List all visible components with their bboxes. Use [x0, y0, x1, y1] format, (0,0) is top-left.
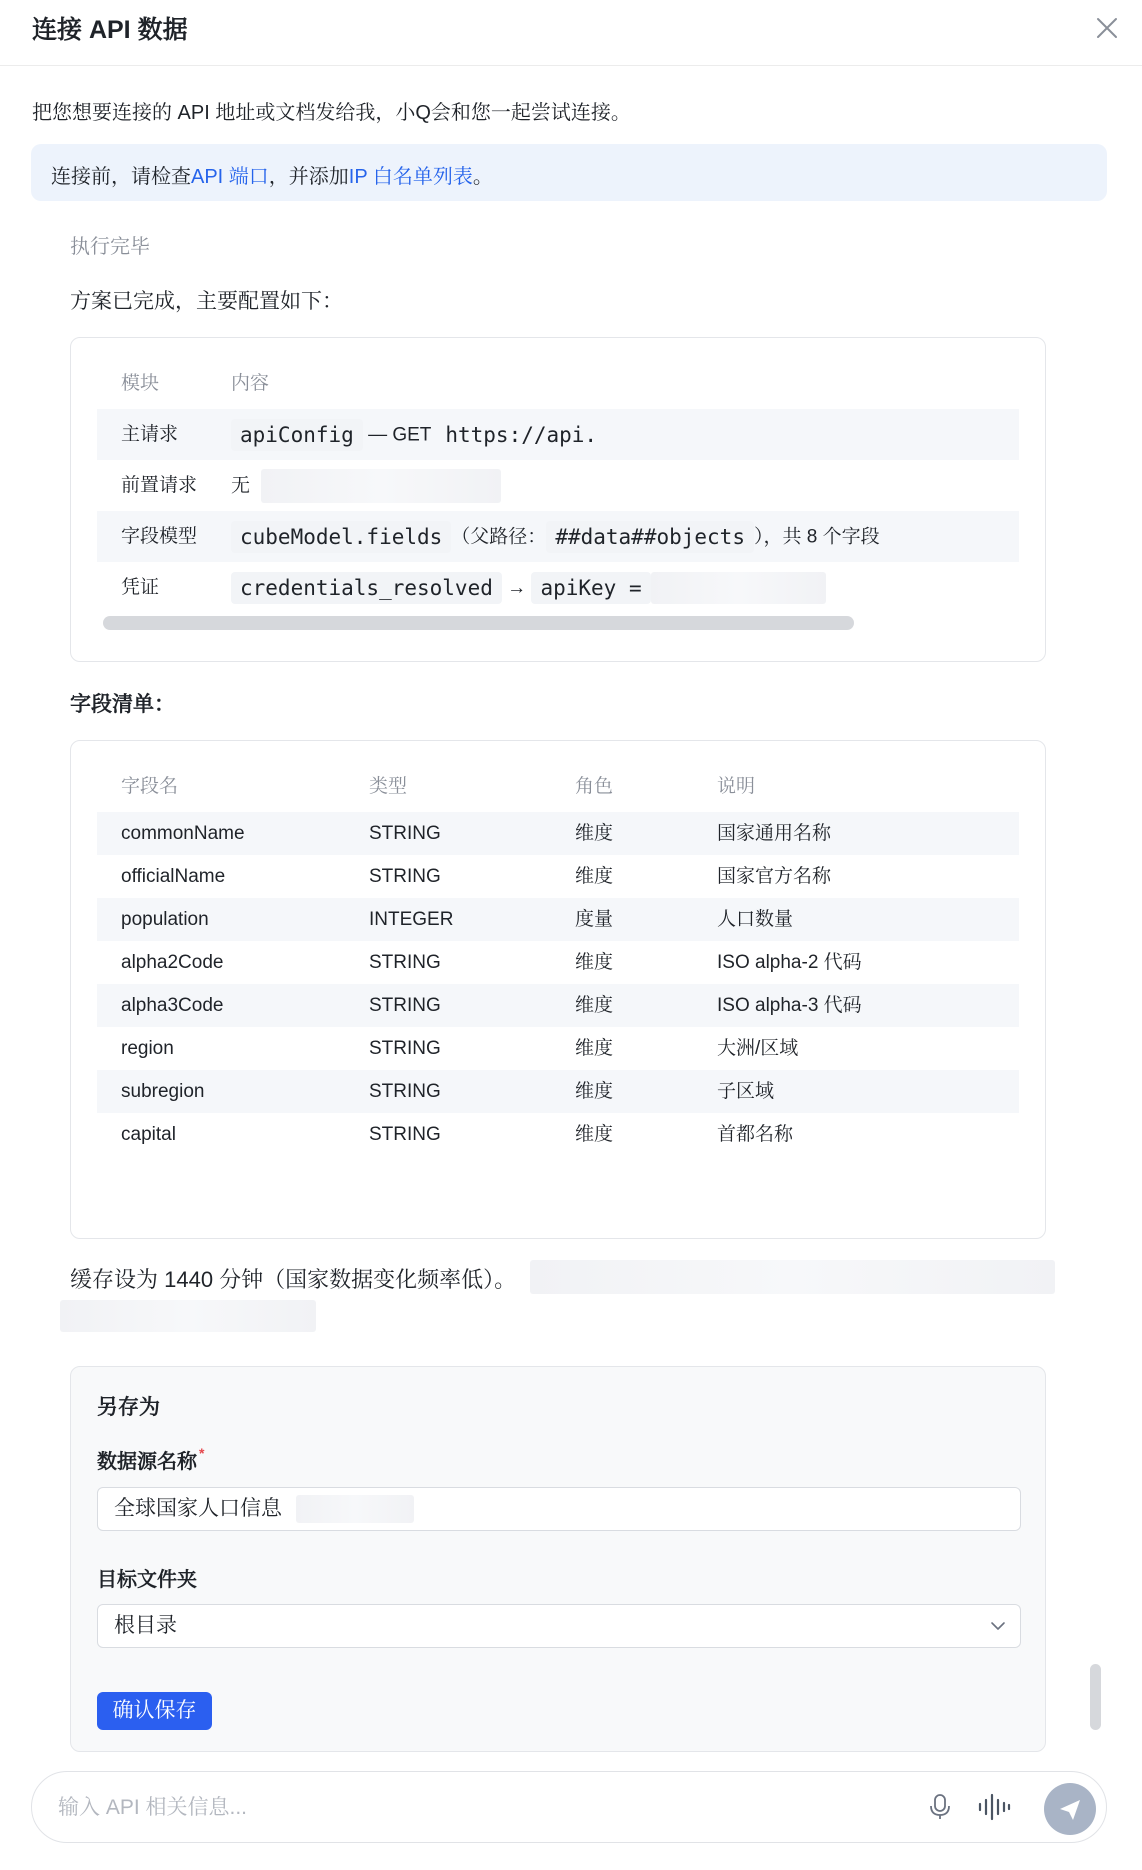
target-folder-label: 目标文件夹	[97, 1569, 197, 1591]
field-type-cell: STRING	[369, 866, 441, 887]
content-cell	[231, 511, 880, 562]
field-desc-cell: 子区域	[717, 1081, 775, 1102]
field-name-cell: region	[121, 1038, 174, 1059]
field-name-cell: subregion	[121, 1081, 205, 1102]
field-role-cell: 维度	[575, 952, 614, 973]
code-snippet: cubeModel.fields	[231, 521, 451, 553]
column-header: 内容	[231, 373, 270, 394]
table-row	[97, 511, 1019, 562]
content-text: （父路径：	[451, 526, 547, 548]
field-name-cell: alpha3Code	[121, 995, 224, 1016]
table-row	[97, 1113, 1019, 1156]
table-row	[97, 984, 1019, 1027]
field-desc-cell: 国家官方名称	[717, 866, 832, 887]
redacted-region	[261, 469, 501, 503]
required-mark: *	[199, 1445, 205, 1461]
table-row	[97, 409, 1019, 460]
column-header: 字段名	[121, 776, 179, 797]
column-header: 说明	[717, 776, 756, 797]
code-snippet: credentials_resolved	[231, 572, 502, 604]
fields-list-title: 字段清单：	[70, 693, 175, 716]
send-button[interactable]	[1044, 1783, 1096, 1835]
content-text: 无	[231, 475, 251, 497]
redacted-region	[651, 572, 826, 604]
content-cell	[231, 409, 606, 460]
redacted-region	[296, 1495, 414, 1523]
code-snippet: apiConfig	[231, 419, 363, 451]
vertical-scrollbar[interactable]	[1090, 1664, 1101, 1730]
audio-wave-icon[interactable]	[976, 1791, 1012, 1823]
content-text: — GET	[362, 424, 437, 446]
column-header: 类型	[369, 776, 408, 797]
cache-note: 缓存设为 1440 分钟（国家数据变化频率低）。	[70, 1267, 517, 1292]
field-type-cell: STRING	[369, 995, 441, 1016]
config-card	[70, 337, 1046, 662]
intro-text: 把您想要连接的 API 地址或文档发给我，小Q会和您一起尝试连接。	[32, 102, 631, 124]
module-cell: 字段模型	[121, 526, 198, 547]
field-desc-cell: ISO alpha-2 代码	[717, 952, 862, 973]
dialog-title: 连接 API 数据	[32, 16, 188, 44]
field-type-cell: STRING	[369, 952, 441, 973]
table-row	[97, 460, 1019, 511]
module-cell: 前置请求	[121, 475, 198, 496]
close-icon[interactable]	[1094, 15, 1120, 41]
chevron-down-icon	[990, 1618, 1006, 1634]
code-snippet: apiKey =	[531, 572, 650, 604]
content-cell	[231, 562, 826, 613]
summary-text: 方案已完成，主要配置如下：	[70, 290, 343, 313]
select-value: 根目录	[114, 1614, 177, 1637]
field-name-cell: alpha2Code	[121, 952, 224, 973]
label-text: 数据源名称	[97, 1451, 197, 1473]
table-row	[97, 1070, 1019, 1113]
save-as-form	[70, 1366, 1046, 1752]
field-type-cell: STRING	[369, 823, 441, 844]
field-name-cell: commonName	[121, 823, 245, 844]
table-row	[97, 941, 1019, 984]
field-name-cell: capital	[121, 1124, 176, 1145]
execution-status: 执行完毕	[70, 236, 150, 258]
target-folder-select[interactable]	[97, 1604, 1021, 1648]
field-role-cell: 维度	[575, 995, 614, 1016]
field-type-cell: STRING	[369, 1038, 441, 1059]
horizontal-scrollbar[interactable]	[103, 616, 854, 630]
table-row	[97, 898, 1019, 941]
save-as-title: 另存为	[97, 1396, 160, 1419]
notice-suffix: 。	[472, 166, 493, 188]
datasource-name-input[interactable]	[97, 1487, 1021, 1531]
code-snippet: https://api.	[436, 419, 606, 451]
content-text: ），共 8 个字段	[753, 526, 880, 548]
field-type-cell: STRING	[369, 1124, 441, 1145]
notice-banner	[31, 144, 1107, 201]
api-info-input[interactable]	[58, 1794, 908, 1822]
field-name-cell: population	[121, 909, 209, 930]
chat-input-bar	[31, 1771, 1107, 1843]
code-snippet: ##data##objects	[546, 521, 754, 553]
table-row	[97, 812, 1019, 855]
content-cell	[231, 460, 501, 511]
dialog-header	[0, 0, 1142, 66]
field-role-cell: 维度	[575, 866, 614, 887]
column-header: 角色	[575, 776, 614, 797]
table-header	[97, 358, 1019, 409]
notice-prefix: 连接前，请检查	[51, 166, 191, 188]
module-cell: 主请求	[121, 424, 179, 445]
field-desc-cell: 首都名称	[717, 1124, 794, 1145]
field-role-cell: 维度	[575, 1124, 614, 1145]
field-type-cell: STRING	[369, 1081, 441, 1102]
send-icon	[1044, 1783, 1096, 1835]
field-desc-cell: ISO alpha-3 代码	[717, 995, 862, 1016]
field-desc-cell: 大洲/区域	[717, 1038, 799, 1059]
table-header	[97, 761, 1019, 812]
field-name-cell: officialName	[121, 866, 226, 887]
field-role-cell: 度量	[575, 909, 614, 930]
datasource-name-label	[97, 1445, 204, 1474]
fields-card	[70, 740, 1046, 1239]
notice-middle: ，并添加	[268, 166, 349, 188]
table-row	[97, 562, 1019, 613]
table-row	[97, 1027, 1019, 1070]
redacted-region	[530, 1260, 1055, 1294]
ip-whitelist-link[interactable]: IP 白名单列表	[348, 166, 473, 188]
redacted-region	[60, 1300, 316, 1332]
field-role-cell: 维度	[575, 1038, 614, 1059]
field-type-cell: INTEGER	[369, 909, 454, 930]
microphone-icon[interactable]	[925, 1792, 955, 1822]
arrow-text: →	[501, 577, 532, 599]
field-desc-cell: 国家通用名称	[717, 823, 832, 844]
input-value: 全球国家人口信息	[114, 1497, 282, 1520]
field-role-cell: 维度	[575, 823, 614, 844]
column-header: 模块	[121, 373, 160, 394]
api-port-link[interactable]: API 端口	[191, 166, 269, 188]
module-cell: 凭证	[121, 577, 160, 598]
table-row	[97, 855, 1019, 898]
field-desc-cell: 人口数量	[717, 909, 794, 930]
field-role-cell: 维度	[575, 1081, 614, 1102]
confirm-save-button[interactable]: 确认保存	[97, 1692, 212, 1730]
